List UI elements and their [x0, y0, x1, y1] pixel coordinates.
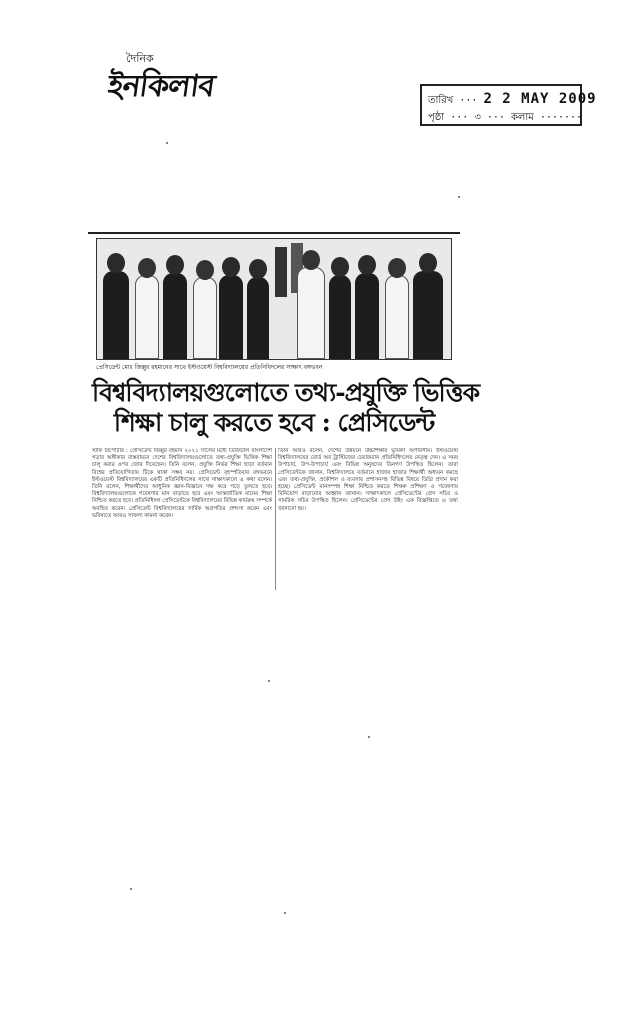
person-figure [163, 273, 187, 359]
flag-graphic [275, 247, 287, 297]
page-label: পৃষ্ঠা [428, 112, 445, 123]
person-figure [297, 267, 325, 359]
headline-line-2: শিক্ষা চালু করতে হবে : প্রেসিডেন্ট [113, 408, 435, 437]
person-figure [385, 275, 409, 359]
date-label: তারিখ [428, 95, 454, 106]
person-figure [355, 273, 379, 359]
article-headline [92, 378, 480, 438]
person-figure [135, 275, 159, 359]
date-stamp: তারিখ ··· 2 2 MAY 2009 পৃষ্ঠা ··· ৩ ··· কলাম ······· [420, 84, 582, 126]
person-figure [329, 275, 351, 359]
news-photo [96, 238, 452, 360]
clipping-top-rule [88, 232, 460, 234]
article-body-left: স্টাফ রিপোর্টার : প্রেসিডেন্ট জিল্লুর রহমান ২০২১ সালের মধ্যে ডিজিটাল বাংলাদেশ গড়ার অঙ্গীকার বাস্তবায়নে দেশের বিশ্ববিদ্যালয়গুলোতে তথ্য-প্রযুক্তি ভিত্তিক শিক্ষা চালু করার ওপর জোর দিয়েছেন। তিনি বলেন, প্রযুক্তি নির্ভর শিক্ষা ছাড়া বর্তমান বিশ্বের প্রতিযোগিতায় টিকে থাকা সম্ভব নয়। প্রেসিডেন্ট বৃহস্পতিবার বঙ্গভবনে ইস্টওয়েস্ট বিশ্ববিদ্যালয়ের একটি প্রতিনিধিদলের সাথে সাক্ষাৎকালে এ কথা বলেন। তিনি বলেন, শিক্ষার্থীদের আধুনিক জ্ঞান-বিজ্ঞানে দক্ষ করে গড়ে তুলতে হবে। বিশ্ববিদ্যালয়গুলোকে গবেষণার মান বাড়াতে হবে এবং আন্তর্জাতিক মানের শিক্ষা নিশ্চিত করতে হবে। প্রতিনিধিদল প্রেসিডেন্টকে বিশ্ববিদ্যালয়ের বিভিন্ন কার্যক্রম সম্পর্কে অবহিত করেন। প্রেসিডেন্ট বিশ্ববিদ্যালয়ের সার্বিক অগ্রগতির প্রশংসা করেন এবং ভবিষ্যতে আরও সাফল্য কামনা করেন। [92, 448, 272, 519]
scan-speck [130, 888, 132, 890]
column-divider [275, 448, 276, 590]
news-clipping [88, 232, 480, 592]
masthead-small-label: দৈনিক [126, 52, 154, 65]
headline-line-1: বিশ্ববিদ্যালয়গুলোতে তথ্য-প্রযুক্তি ভিত্তিক [92, 378, 480, 407]
newspaper-masthead [105, 50, 248, 120]
article-body-right: তিনি আরও বলেন, দেশের উন্নয়নে উচ্চশিক্ষার ভূমিকা অপরিসীম। ইস্টওয়েস্ট বিশ্ববিদ্যালয়ের বোর্ড অব ট্রাস্টিজের চেয়ারম্যান প্রতিনিধিদলের নেতৃত্ব দেন। এ সময় উপাচার্য, উপ-উপাচার্য এবং বিভিন্ন অনুষদের ডিনগণ উপস্থিত ছিলেন। তারা প্রেসিডেন্টকে জানান, বিশ্ববিদ্যালয়ে বর্তমানে হাজার হাজার শিক্ষার্থী অধ্যয়ন করছে এবং তথ্য-প্রযুক্তি, প্রকৌশল ও ব্যবসায় প্রশাসনসহ বিভিন্ন বিষয়ে ডিগ্রি প্রদান করা হচ্ছে। প্রেসিডেন্ট মানসম্পন্ন শিক্ষা নিশ্চিত করতে শিক্ষক প্রশিক্ষণ ও গবেষণায় বিনিয়োগ বাড়ানোর আহ্বান জানান। সাক্ষাৎকালে প্রেসিডেন্টের প্রেস সচিব ও সামরিক সচিব উপস্থিত ছিলেন। প্রেসিডেন্টের প্রেস উইং এক বিজ্ঞপ্তিতে এ তথ্য জানানো হয়। [278, 448, 458, 512]
scan-speck [284, 912, 286, 914]
scan-speck [368, 736, 370, 738]
masthead-title: ইনকিলাব [105, 69, 217, 104]
column-label: কলাম [510, 112, 534, 123]
person-figure [413, 271, 443, 359]
person-figure [193, 277, 217, 359]
scan-speck [268, 680, 270, 682]
person-figure [103, 271, 129, 359]
photo-caption: প্রেসিডেন্ট মোঃ জিল্লুর রহমানের সাথে ইস্টওয়েস্ট বিশ্ববিদ্যালয়ের প্রতিনিধিদলের সাক্ষাৎ বঙ্গভবন [96, 364, 323, 371]
page-value: ৩ [474, 112, 481, 123]
person-figure [219, 275, 243, 359]
scan-speck [458, 196, 460, 198]
person-figure [247, 277, 269, 359]
date-value: 2 2 MAY 2009 [483, 91, 597, 107]
scan-speck [166, 142, 168, 144]
